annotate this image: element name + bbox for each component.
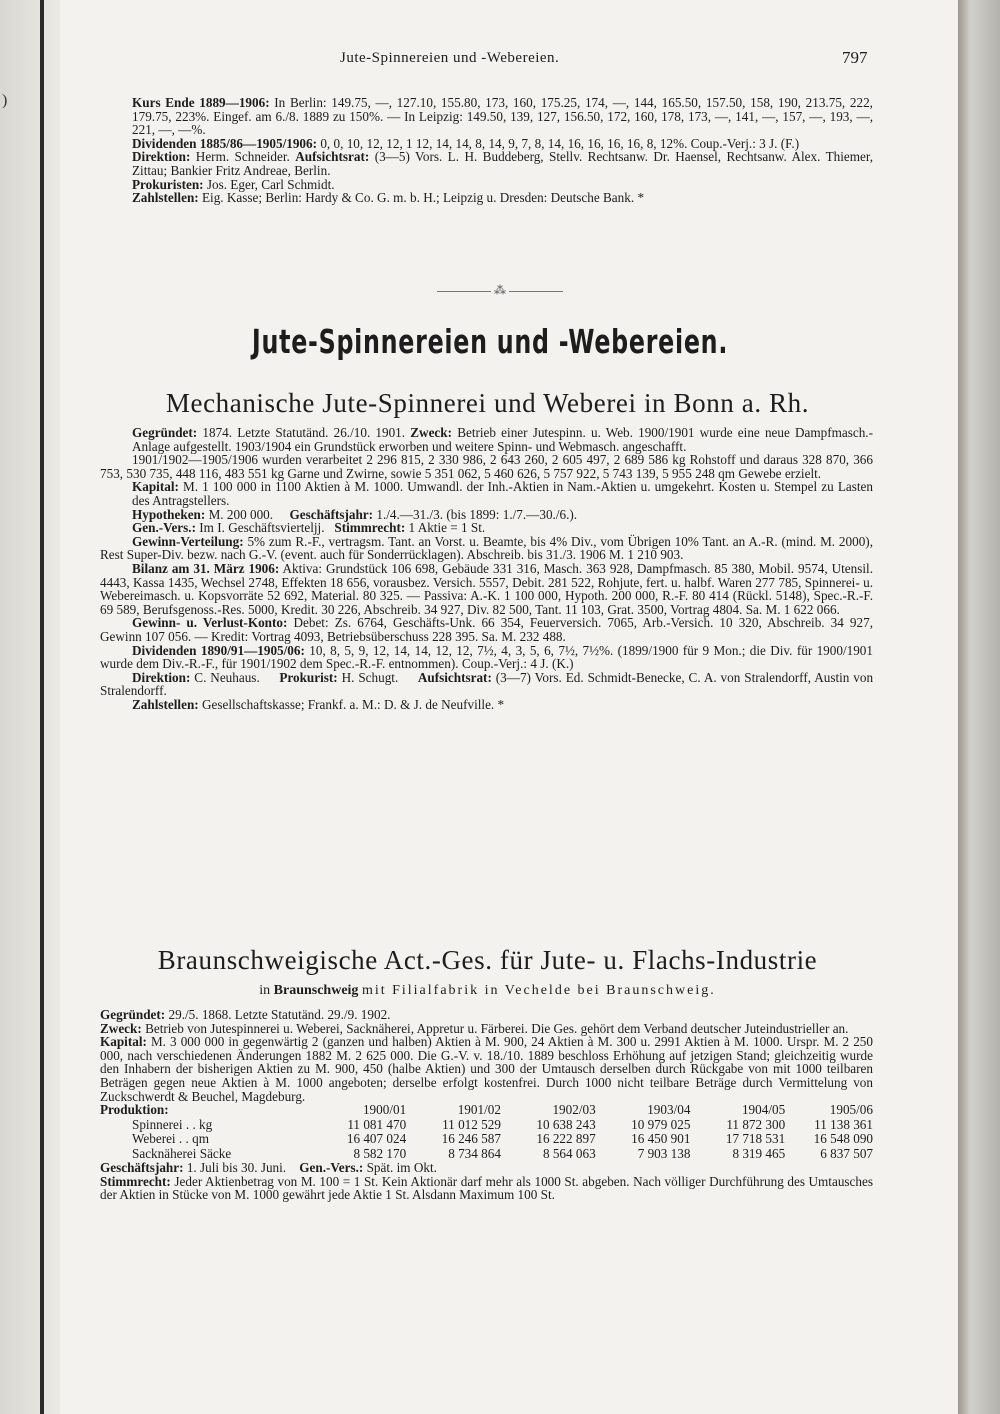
value-cell: 8 734 864 — [448, 1145, 501, 1161]
bzahl-label: Zahlstellen: — [132, 696, 199, 712]
kurs-label: Kurs Ende 1889—1906: — [132, 95, 270, 110]
bonn-guv — [100, 616, 873, 643]
div-text: 0, 0, 10, 12, 12, 1 12, 14, 14, 8, 14, 9, 7, 8, 14, 16, 16, 16, 16, 8, 12%. Coup.-Verj.: 3 J. (F.) — [320, 135, 800, 151]
kurs-text: In Berlin: 149.75, —, 127.10, 155.80, 173, 160, 175.25, 174, —, 144, 165.50, 157.50, 158, 190, 213.75, 222, 179.75, 223%. Eingef. am 6./8. 1889 zu 150%. — In Leipzig: 149.50, 139, 127, 156.50, 172, 160, 178, 173, —, 141, —, 157, —, 193, —, 221, —, —%. — [132, 95, 873, 138]
kap-label: Kapital: — [132, 479, 179, 495]
hyp-text: M. 200 000. — [208, 506, 274, 522]
bs-zweck — [100, 1022, 873, 1036]
year-cell: 1904/05 — [741, 1102, 786, 1118]
direktion-paragraph — [100, 150, 873, 177]
year-cell: 1900/01 — [362, 1102, 407, 1118]
st-label: Stimmrecht: — [334, 520, 406, 536]
subtitle-pre: in — [259, 983, 271, 998]
bdiv-label: Dividenden 1890/91—1905/06: — [132, 642, 305, 658]
guv-label: Gewinn- u. Verlust-Konto: — [132, 615, 288, 631]
bonn-gewinnverteilung — [100, 535, 873, 562]
production-header-row — [100, 1103, 873, 1118]
bs-kap-text: M. 3 000 000 in gegenwärtig 2 (ganzen und halben) Aktien à M. 900, 24 Aktien à M. 300 u. 2991 Aktien à M. 1000. Urspr. M. 2 250 000, nach verschiedenen Änderungen 1882 M. 2 625 000. Die G.-V. v. 18./10. 1889 beschloss Erhöhung auf jetzigen Stand; gleichzeitig wurde den Inhabern der bisherigen Aktien zu M. 900, 450 (halbe Aktien) und 300 der Umtausch derselben durch Rückgabe von mit 1000 teilbaren Beträgen gegen neue Aktien à M. 1000 angeboten; derselbe erfolgt kostenfrei. Durch 1000 nicht teilbare Beträge durch Vermittelung von Zuckschwerdt & Beuchel, Magdeburg. — [100, 1034, 873, 1104]
bonn-direktion — [100, 671, 873, 698]
bdiv-text: 10, 8, 5, 9, 12, 14, 14, 12, 12, 7½, 4, 3, 5, 6, 7½, 7½%. (1899/1900 für 9 Mon.; die Div. für 1900/1901 wurde dem Div.-R.-F., für 1901/1902 dem Spec.-R.-F. entnommen). Coup.-Verj.: 4 J. (K.) — [100, 642, 873, 672]
bonn-gegruendet — [100, 426, 873, 453]
bonn-dividenden — [100, 644, 873, 671]
bonn-bilanz — [100, 562, 873, 616]
bs-gegr-text: 29./5. 1868. Letzte Statutänd. 29./9. 1902. — [168, 1007, 391, 1022]
value-cell: 7 903 138 — [637, 1145, 691, 1161]
production-label: Produktion: — [100, 1102, 169, 1118]
divider-rule-right — [509, 291, 563, 292]
production-table — [100, 1103, 873, 1161]
bs-st-text: Jeder Aktienbetrag von M. 100 = 1 St. Kein Aktionär darf mehr als 1000 St. abgeben. Nach völliger Durchführung des Umtausches der Aktien in Stücke von M. 1000 gewährt jede Aktie 1 St. Alsdann Maximum 100 St. — [100, 1173, 873, 1203]
value-cell: 16 246 587 — [441, 1131, 501, 1147]
bs-st-label: Stimmrecht: — [100, 1173, 171, 1189]
value-cell: 11 138 361 — [814, 1116, 873, 1132]
bs-geschaeftsjahr — [100, 1161, 873, 1175]
bonn-zahlstellen — [100, 698, 873, 712]
bs-zweck-label: Zweck: — [100, 1020, 142, 1036]
divider-rule-left — [437, 291, 491, 292]
value-cell: 16 450 901 — [631, 1131, 691, 1147]
prev-entry — [100, 96, 873, 205]
production-row — [100, 1147, 873, 1162]
margin-mark: ) — [2, 92, 8, 109]
row-label — [100, 1132, 311, 1147]
value-cell: 8 319 465 — [732, 1145, 786, 1161]
bprok-text: H. Schugt. — [341, 669, 399, 685]
gegr-label: Gegründet: — [132, 425, 198, 440]
value-cell: 8 564 063 — [542, 1145, 596, 1161]
row-name: Sacknäherei — [132, 1145, 197, 1161]
ornament-divider — [0, 283, 1000, 298]
bs-gegr-label: Gegründet: — [100, 1007, 166, 1022]
hyp-label: Hypotheken: — [132, 506, 206, 522]
div-paragraph — [100, 137, 873, 151]
gj-label: Geschäftsjahr: — [289, 506, 374, 522]
production-row — [100, 1132, 873, 1147]
bzahl-text: Gesellschaftskasse; Frankf. a. M.: D. & J. de Neufville. * — [201, 696, 505, 712]
bs-gv-label: Gen.-Vers.: — [299, 1160, 364, 1176]
divider-ornament: ⁂ — [494, 283, 506, 297]
row-unit: . . kg — [185, 1116, 213, 1132]
bonn-genvers — [100, 521, 873, 535]
bs-gj-label: Geschäftsjahr: — [100, 1160, 184, 1176]
row-unit: . . qm — [178, 1131, 209, 1147]
section-title: Jute-Spinnereien und -Webereien. — [251, 322, 729, 361]
zahl-text: Eig. Kasse; Berlin: Hardy & Co. G. m. b. H.; Leipzig u. Dresden: Deutsche Bank. * — [201, 190, 645, 206]
subtitle-post: mit Filialfabrik in Vechelde bei Braunschweig. — [361, 983, 716, 998]
gegr-text: 1874. Letzte Statutänd. 26./10. 1901. — [202, 425, 406, 440]
value-cell: 10 979 025 — [631, 1116, 691, 1132]
bonn-entry — [100, 426, 873, 711]
bonn-title: Mechanische Jute-Spinnerei und Weberei in Bonn a. Rh. — [165, 388, 810, 418]
row-label — [100, 1118, 311, 1133]
bonn-production-text: 1901/1902—1905/1906 wurden verarbeitet 2 296 815, 2 330 986, 2 643 260, 2 605 497, 2 689 586 kg Rohstoff und daraus 328 870, 366 753, 530 735, 448 116, 483 551 kg Garne und Zwirne, sowie 5 351 062, 5 460 626, 5 757 922, 5 743 139, 5 955 248 qm Gewebe erzielt. — [100, 452, 873, 481]
value-cell: 16 407 024 — [346, 1131, 407, 1147]
bs-kapital — [100, 1035, 873, 1103]
prok-label: Prokuristen: — [132, 176, 204, 192]
value-cell: 6 837 507 — [820, 1145, 873, 1161]
value-cell: 16 222 897 — [536, 1131, 596, 1147]
gutter-rule — [40, 0, 44, 1414]
gv-label: Gen.-Vers.: — [132, 520, 196, 536]
value-cell: 17 718 531 — [725, 1131, 786, 1147]
row-label — [100, 1147, 311, 1162]
gv-text: Im I. Geschäftsvierteljj. — [199, 520, 325, 536]
bil-text: Aktiva: Grundstück 106 698, Gebäude 331 316, Masch. 363 928, Dampfmasch. 85 380, Mobil. 9574, Utensil. 4443, Kassa 1435, Wechsel 2748, Effekten 18 656, vorausbez. Versich. 5557, Debit. 281 522, Rohjute, fert. u. halbf. Waren 277 785, Spinnerei- u. Webereimasch. u. Kopsvorräte 52 692, Material. 80 325. — Passiva: A.-K. 1 100 000, Hypoth. 200 000, R.-F. 80 414 (Rückl. 5148), Spec.-R.-F. 69 589, Berufsgenoss.-Res. 5000, Kredit. 30 226, Abschreib. 34 927, Div. 82 500, Tant. 11 103, Grat. 3500, Vortrag 4804. Sa. M. 1 622 066. — [100, 560, 874, 617]
year-cell: 1903/04 — [647, 1102, 691, 1118]
page-edge — [958, 0, 1000, 1414]
value-cell: 11 012 529 — [442, 1116, 501, 1132]
braunschweig-entry — [100, 1008, 873, 1202]
bs-zweck-text: Betrieb von Jutespinnerei u. Weberei, Sacknäherei, Appretur u. Färberei. Die Ges. gehört dem Verband deutscher Juteindustrieller an. — [145, 1020, 849, 1036]
gewv-label: Gewinn-Verteilung: — [132, 533, 244, 549]
bprok-label: Prokurist: — [279, 669, 338, 685]
bs-gj-text: 1. Juli bis 30. Juni. — [186, 1160, 287, 1176]
ar-label: Aufsichtsrat: — [295, 149, 370, 165]
dir-text: Herm. Schneider. — [195, 149, 290, 165]
page-number: 797 — [842, 48, 868, 67]
braunschweig-subtitle — [100, 983, 875, 999]
value-cell: 16 548 090 — [813, 1131, 873, 1147]
bil-label: Bilanz am 31. März 1906: — [132, 560, 280, 576]
bs-gegruendet — [100, 1008, 873, 1022]
bar-text: (3—7) Vors. Ed. Schmidt-Benecke, C. A. von Stralendorff, Austin von Stralendorff. — [100, 669, 874, 699]
running-title: Jute-Spinnereien und -Webereien. — [340, 50, 560, 66]
value-cell: 11 081 470 — [347, 1116, 407, 1132]
gewv-text: 5% zum R.-F., vertragsm. Tant. an Vorst. u. Beamte, bis 4% Div., vom Übrigen 10% Tant. an A.-R. (mind. M. 2000), Rest Super-Div. bezw. nach G.-V. (event. auch für Sonderrücklagen). Abschreib. bis 31./3. 1906 M. 1 210 903. — [100, 533, 873, 563]
bdir-text: C. Neuhaus. — [194, 669, 260, 685]
bdir-label: Direktion: — [132, 669, 191, 685]
bs-stimmrecht — [100, 1175, 873, 1202]
st-text: 1 Aktie = 1 St. — [408, 520, 486, 536]
subtitle-city: Braunschweig — [273, 983, 359, 998]
guv-text: Debet: Zs. 6764, Geschäfts-Unk. 66 354, Feuerversich. 7065, Arb.-Versich. 10 320, Abschreib. 34 927, Gewinn 107 056. — Kredit: Vortrag 4093, Betriebsüberschuss 228 395. Sa. M. 232 488. — [100, 615, 874, 644]
ar-text: (3—5) Vors. L. H. Buddeberg, Stellv. Rechtsanw. Dr. Haensel, Rechtsanw. Alex. Thiemer, Zittau; Bankier Fritz Andreae, Berlin. — [132, 149, 874, 178]
div-label: Dividenden 1885/86—1905/1906: — [132, 135, 318, 151]
year-cell: 1901/02 — [457, 1102, 501, 1118]
row-name: Weberei — [132, 1131, 176, 1147]
value-cell: 11 872 300 — [726, 1116, 786, 1132]
prokuristen-paragraph — [100, 178, 873, 192]
left-gutter — [0, 0, 60, 1414]
dir-label: Direktion: — [132, 149, 191, 165]
zweck-text: Betrieb einer Jutespinn. u. Web. 1900/1901 wurde eine neue Dampfmasch.-Anlage aufgestellt. 1903/1904 ein Grundstück erworben und weitere Spinn- und Webmasch. angeschafft. — [132, 425, 873, 454]
zweck-label: Zweck: — [410, 425, 453, 440]
year-cell: 1902/03 — [552, 1102, 596, 1118]
bs-gv-text: Spät. im Okt. — [366, 1160, 437, 1176]
kurs-paragraph — [100, 96, 873, 137]
braunschweig-title: Braunschweigische Act.-Ges. für Jute- u. Flachs-Industrie — [157, 945, 818, 975]
gj-text: 1./4.—31./3. (bis 1899: 1./7.—30./6.). — [376, 506, 578, 522]
value-cell: 10 638 243 — [536, 1116, 596, 1132]
value-cell: 8 582 170 — [353, 1145, 407, 1161]
bs-kap-label: Kapital: — [100, 1034, 147, 1050]
year-cell: 1905/06 — [829, 1102, 873, 1118]
zahl-label: Zahlstellen: — [132, 190, 199, 206]
row-name: Spinnerei — [132, 1116, 183, 1132]
prok-text: Jos. Eger, Carl Schmidt. — [206, 176, 335, 192]
row-unit: Säcke — [199, 1145, 232, 1161]
bonn-kapital — [100, 480, 873, 507]
production-row — [100, 1118, 873, 1133]
bar-label: Aufsichtsrat: — [417, 669, 492, 685]
zahlstellen-paragraph — [100, 191, 873, 205]
kap-text: M. 1 100 000 in 1100 Aktien à M. 1000. Umwandl. der Inh.-Aktien in Nam.-Aktien u. umgekehrt. Kosten u. Stempel zu Lasten des Antragstellers. — [132, 479, 873, 508]
bonn-hypotheken — [100, 508, 873, 522]
